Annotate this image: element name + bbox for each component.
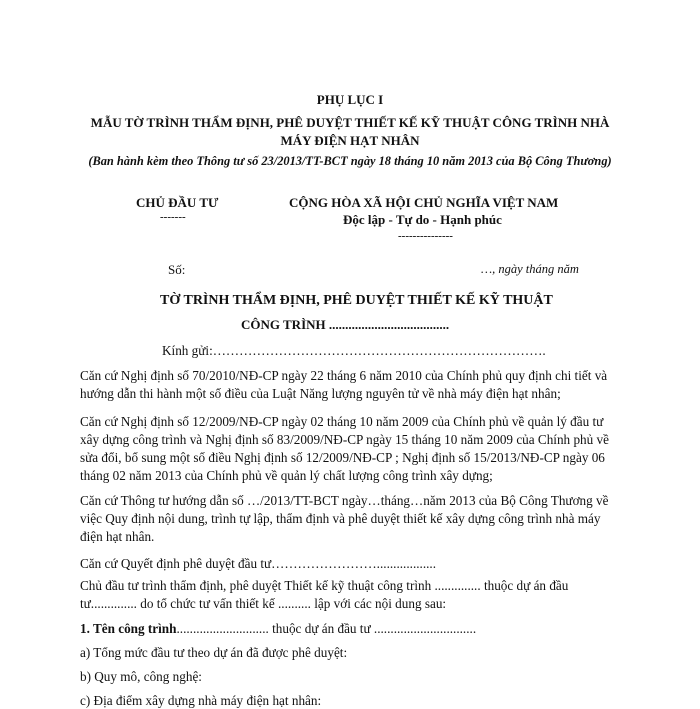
section-1-rest: ............................ thuộc dự án đầu tư ...............................	[176, 621, 477, 636]
investor-label: CHỦ ĐẦU TƯ	[136, 195, 219, 210]
nation-title: CỘNG HÒA XÃ HỘI CHỦ NGHĨA VIỆT NAM	[289, 195, 559, 210]
section-1-heading: 1. Tên công trình	[80, 621, 177, 636]
date-line: …, ngày tháng năm	[481, 262, 579, 276]
document-title-line2: CÔNG TRÌNH .....................................	[241, 317, 450, 332]
legal-basis-paragraph: Căn cứ Nghị định số 12/2009/NĐ-CP ngày 02 tháng 10 năm 2009 của Chính phủ về quản lý đầu tư xây dựng công trình và Nghị định số 83/2009/NĐ-CP ngày 15 tháng 10 năm 2009 của Chính phủ về sửa đổi, bổ sung một số điều Nghị định số 12/2009/NĐ-CP ; Nghị định số 15/2013/NĐ-CP ngày 06 tháng 02 năm 2013 của Chính phủ về quản lý chất lượng công trình xây dựng;	[80, 414, 609, 483]
motto-divider: ---------------	[398, 230, 453, 242]
investment-decision-paragraph: Căn cứ Quyết định phê duyệt đầu tư……………………..................	[80, 556, 437, 571]
investor-divider: -------	[160, 211, 186, 223]
appendix-title: PHỤ LỤC I	[316, 92, 384, 107]
national-motto: Độc lập - Tự do - Hạnh phúc	[343, 212, 502, 227]
legal-basis-paragraph: Căn cứ Nghị định số 70/2010/NĐ-CP ngày 22 tháng 6 năm 2010 của Chính phủ quy định chi tiết và hướng dẫn thi hành một số điều của Luật Năng lượng nguyên tử về nhà máy điện hạt nhân;	[80, 368, 608, 401]
form-title: MẪU TỜ TRÌNH THẨM ĐỊNH, PHÊ DUYỆT THIẾT KẾ KỸ THUẬT CÔNG TRÌNH NHÀ MÁY ĐIỆN HẠT NHÂN	[90, 115, 610, 148]
addressee: Kính gửi:………………………………………………………………….	[162, 343, 546, 358]
legal-basis-paragraph: Căn cứ Thông tư hướng dẫn số …/2013/TT-BCT ngày…tháng…năm 2013 của Bộ Công Thương về việc Quy định nội dung, trình tự lập, thẩm định và phê duyệt thiết kế xây dựng công trình nhà máy điện hạt nhân.	[80, 493, 609, 544]
document-number: Số:	[168, 262, 186, 277]
list-item: a) Tổng mức đầu tư theo dự án đã được phê duyệt:	[80, 645, 348, 660]
list-item: c) Địa điểm xây dựng nhà máy điện hạt nhân:	[80, 693, 322, 708]
section-1-line	[80, 621, 476, 637]
list-item: b) Quy mô, công nghệ:	[80, 669, 202, 684]
document-title-line1: TỜ TRÌNH THẨM ĐỊNH, PHÊ DUYỆT THIẾT KẾ KỸ THUẬT	[160, 293, 553, 308]
submission-paragraph: Chủ đầu tư trình thẩm định, phê duyệt Thiết kế kỹ thuật công trình .............. thuộc dự án đầu tư.............. do tổ chức tư vấn thiết kế .......... lập với các nội dung sau:	[80, 578, 569, 611]
issuance-note: (Ban hành kèm theo Thông tư số 23/2013/TT-BCT ngày 18 tháng 10 năm 2013 của Bộ Công Thương)	[88, 154, 612, 168]
